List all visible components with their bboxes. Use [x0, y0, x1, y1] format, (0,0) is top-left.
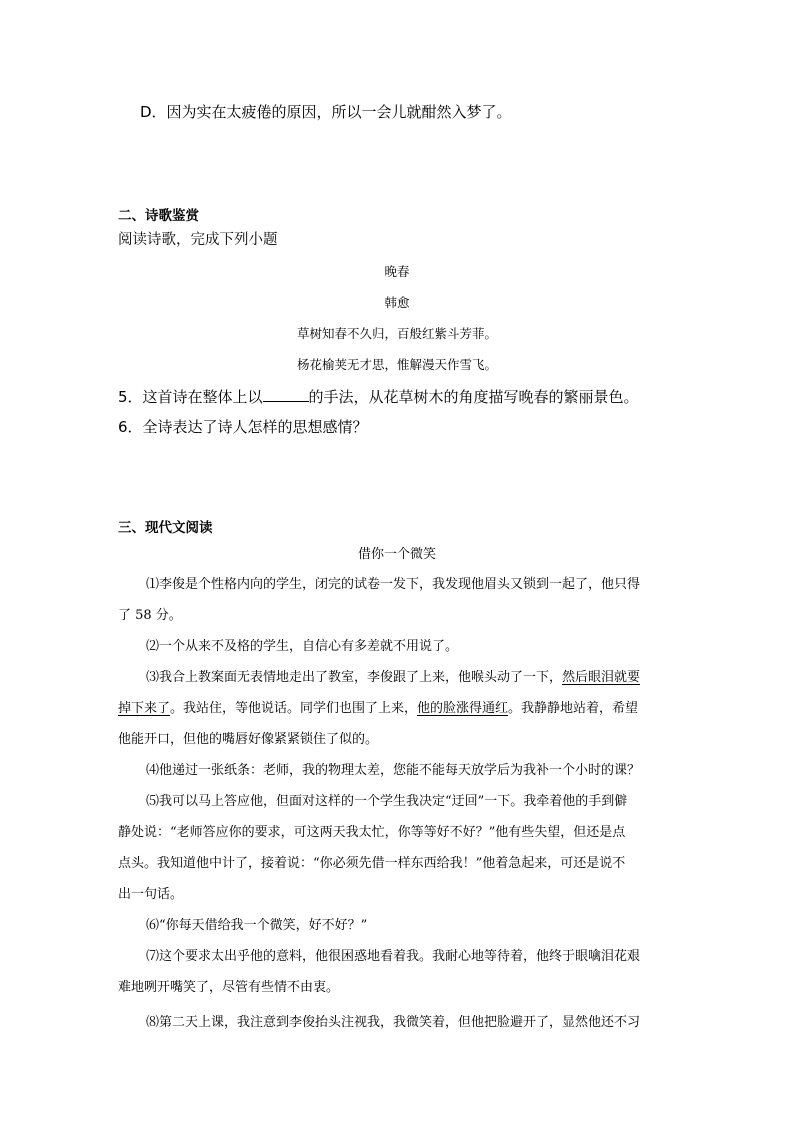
poem-line-1: 草树知春不久归，百般红紫斗芳菲。 — [296, 326, 497, 341]
paragraph-3-text: ⑶我合上教案面无表情地走出了教室，李俊跟了上来，他喉头动了一下， — [146, 670, 563, 685]
underlined-phrase-1-cont: 掉下来了 — [118, 701, 171, 716]
answer-blank[interactable] — [263, 387, 309, 402]
paragraph-6: ⑹“你每天借给我一个微笑，好不好？” — [146, 918, 368, 933]
question-5 — [118, 386, 639, 407]
paragraph-4: ⑷他递过一张纸条：老师，我的物理太差，您能不能每天放学后为我补一个小时的课？ — [146, 763, 641, 778]
paragraph-5-line-3: 点头。我知道他中计了，接着说：“你必须先借一样东西给我！”他着急起来，可还是说不 — [118, 856, 626, 871]
passage-title: 借你一个微笑 — [357, 547, 436, 562]
paragraph-5-line-2: 静处说：“老师答应你的要求，可这两天我太忙，你等等好不好？”他有些失望，但还是点 — [118, 825, 626, 840]
poem-title: 晚春 — [384, 264, 410, 279]
paragraph-7-line-1: ⑺这个要求太出乎他的意料，他很困惑地看着我。我耐心地等待着，他终于眼噙泪花艰 — [146, 949, 641, 964]
paragraph-3-text: 。我静静地站着，希望 — [508, 701, 639, 716]
poetry-instruction: 阅读诗歌，完成下列小题 — [118, 232, 278, 248]
paragraph-3-text: 。我站住，等他说话。同学们也围了上来， — [170, 701, 418, 716]
paragraph-1-line-2: 了 58 分。 — [118, 608, 182, 623]
paragraph-7-line-2: 难地咧开嘴笑了，尽管有些情不由衷。 — [118, 980, 340, 995]
section-heading-modern: 三、现代文阅读 — [118, 520, 213, 536]
option-d: D．因为实在太疲倦的原因，所以一会儿就酣然入梦了。 — [140, 103, 512, 121]
paragraph-2: ⑵一个从来不及格的学生，自信心有多差就不用说了。 — [146, 639, 459, 654]
question-5-text-after: 的手法，从花草树木的角度描写晚春的繁丽景色。 — [308, 388, 639, 406]
paragraph-3-line-2 — [118, 697, 674, 716]
paragraph-3-line-1 — [118, 666, 702, 685]
paragraph-5-line-4: 出一句话。 — [118, 887, 184, 902]
question-5-text-before: 5．这首诗在整体上以 — [118, 388, 263, 406]
section-heading-poetry: 二、诗歌鉴赏 — [118, 208, 199, 224]
paragraph-8-line-1: ⑻第二天上课，我注意到李俊抬头注视我，我微笑着，但他把脸避开了，显然他还不习 — [146, 1015, 641, 1030]
poem-author: 韩愈 — [384, 295, 410, 310]
paragraph-3-line-3: 他能开口，但他的嘴唇好像紧紧锁住了似的。 — [118, 732, 379, 747]
underlined-phrase-2: 他的脸涨得通红 — [417, 701, 509, 716]
paragraph-1-line-1: ⑴李俊是个性格内向的学生，闭完的试卷一发下，我发现他眉头又锁到一起了，他只得 — [146, 577, 641, 592]
underlined-phrase-1: 然后眼泪就要 — [562, 670, 641, 685]
question-6: 6．全诗表达了诗人怎样的思想感情？ — [118, 418, 368, 436]
paragraph-5-line-1: ⑸我可以马上答应他，但面对这样的一个学生我决定“迂回”一下。我牵着他的手到僻 — [146, 794, 628, 809]
poem-line-2: 杨花榆荚无才思，惟解漫天作雪飞。 — [296, 357, 497, 372]
